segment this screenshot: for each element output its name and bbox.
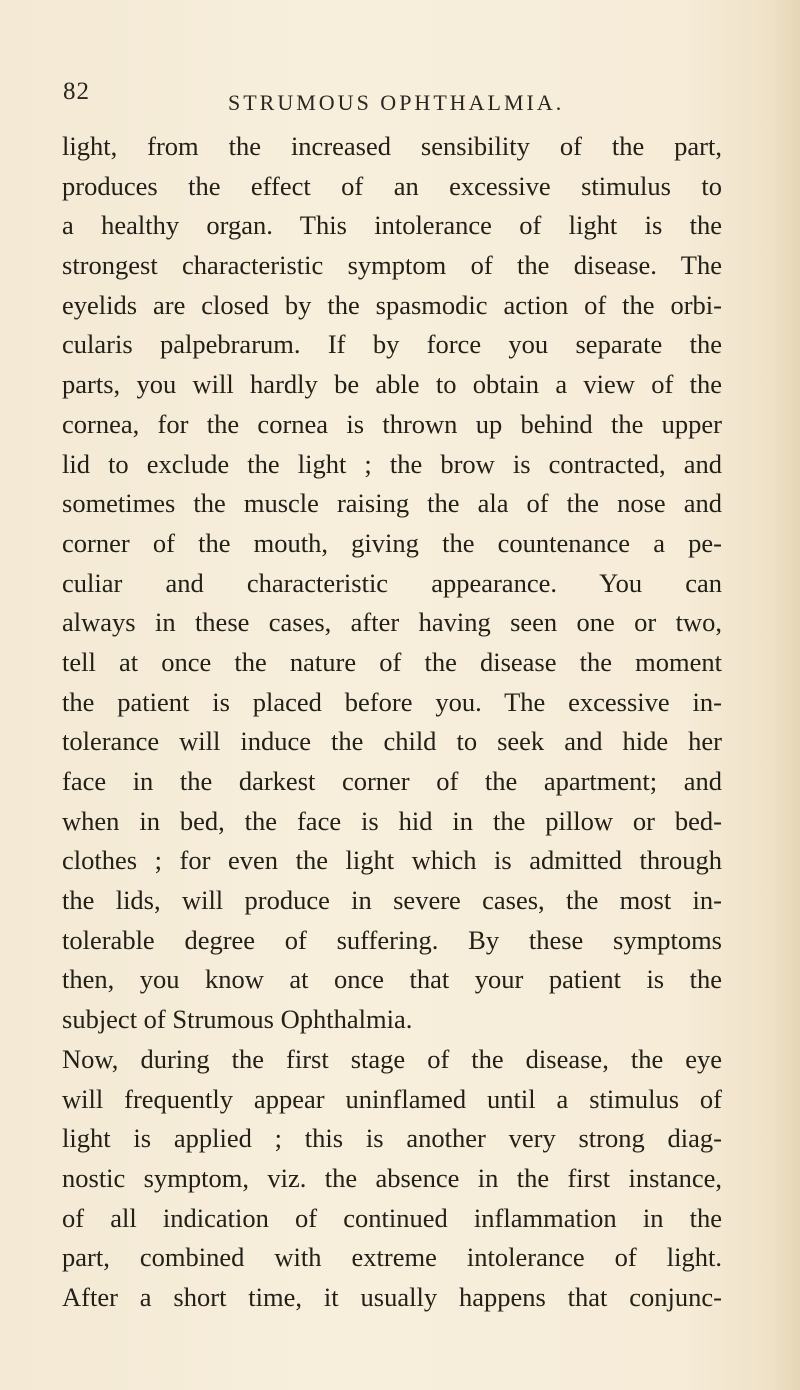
- text-line: when in bed, the face is hid in the pillow or bed-: [62, 805, 722, 836]
- running-head: STRUMOUS OPHTHALMIA.: [228, 90, 565, 115]
- text-line: the lids, will produce in severe cases, the most in-: [62, 885, 722, 916]
- text-line: subject of Strumous Ophthalmia.: [62, 1004, 413, 1035]
- text-line: After a short time, it usually happens that conjunc-: [62, 1281, 722, 1312]
- text-line: lid to exclude the light ; the brow is contracted, and: [62, 448, 722, 479]
- text-line: corner of the mouth, giving the countenance a pe-: [62, 527, 722, 558]
- text-line: of all indication of continued inflammation in the: [62, 1202, 722, 1233]
- text-line: light is applied ; this is another very strong diag-: [62, 1123, 722, 1154]
- text-line: tolerable degree of suffering. By these symptoms: [62, 924, 722, 955]
- text-line: cularis palpebrarum. If by force you separate the: [62, 329, 722, 360]
- text-line: the patient is placed before you. The excessive in-: [62, 686, 722, 717]
- text-line: culiar and characteristic appearance. You can: [62, 567, 722, 598]
- page-number: 82: [63, 78, 90, 105]
- text-line: face in the darkest corner of the apartment; and: [62, 766, 722, 796]
- body-text: [62, 127, 722, 1318]
- text-line: strongest characteristic symptom of the disease. The: [62, 250, 722, 281]
- text-line: Now, during the first stage of the disease, the eye: [62, 1043, 722, 1074]
- text-line: clothes ; for even the light which is admitted through: [62, 845, 722, 876]
- text-line: parts, you will hardly be able to obtain a view of the: [62, 369, 722, 400]
- text-line: produces the effect of an excessive stimulus to: [62, 170, 722, 201]
- text-line: cornea, for the cornea is thrown up behind the upper: [62, 408, 722, 439]
- text-line: tell at once the nature of the disease the moment: [62, 646, 722, 677]
- text-line: sometimes the muscle raising the ala of the nose and: [62, 488, 722, 519]
- text-line: eyelids are closed by the spasmodic action of the orbi-: [62, 289, 722, 320]
- text-line: nostic symptom, viz. the absence in the first instance,: [62, 1162, 722, 1193]
- text-line: will frequently appear uninflamed until a stimulus of: [62, 1083, 722, 1114]
- text-line: then, you know at once that your patient is the: [62, 964, 722, 995]
- text-line: light, from the increased sensibility of the part,: [62, 131, 722, 161]
- text-line: a healthy organ. This intolerance of light is the: [62, 210, 722, 241]
- text-line: always in these cases, after having seen one or two,: [62, 607, 722, 638]
- text-line: tolerance will induce the child to seek and hide her: [62, 726, 722, 757]
- text-line: part, combined with extreme intolerance of light.: [62, 1242, 722, 1273]
